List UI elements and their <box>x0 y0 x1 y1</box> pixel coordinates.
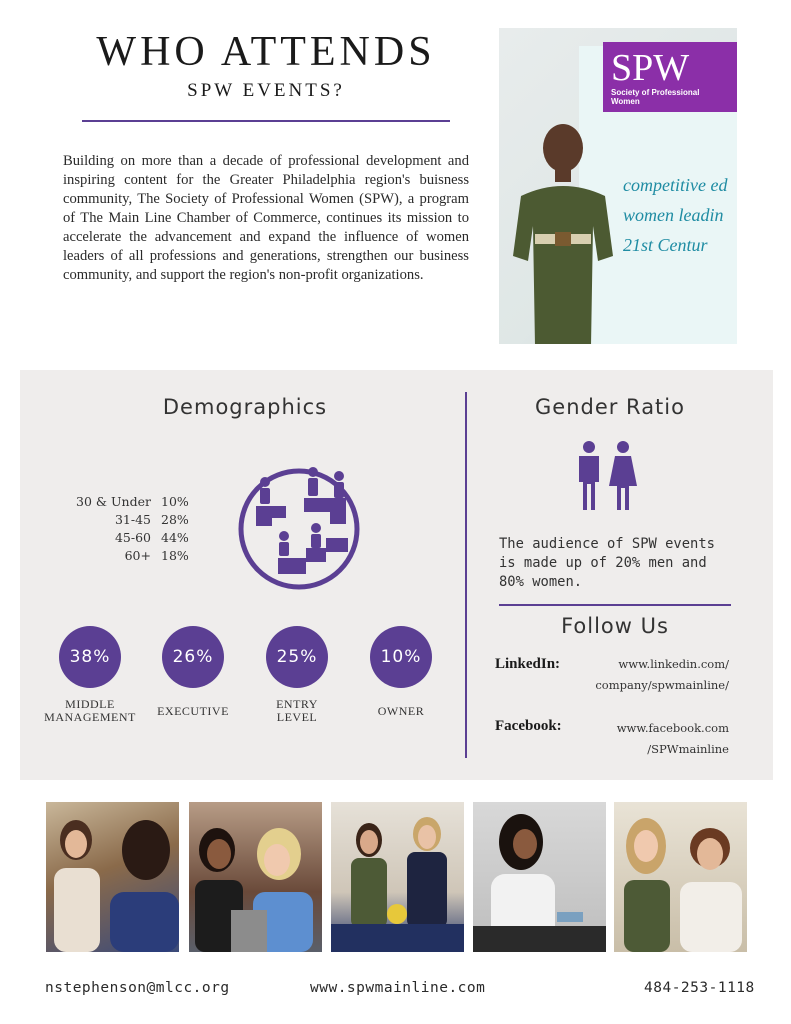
title-divider <box>82 120 450 122</box>
page-title: WHO ATTENDS <box>96 29 436 75</box>
banner-line: competitive ed <box>623 175 728 195</box>
role-stat-circle: 10% <box>370 626 432 688</box>
age-label: 45-60 <box>114 530 151 545</box>
role-label-line: LEVEL <box>276 710 318 724</box>
hero-photo <box>499 28 737 344</box>
page-subtitle: SPW EVENTS? <box>187 80 345 101</box>
role-label-line: OWNER <box>377 704 425 718</box>
event-photo <box>473 802 606 952</box>
age-value: 10% <box>161 494 189 509</box>
career-ladder-icon <box>236 466 362 592</box>
spw-logo-subtext: Society of Professional Women <box>611 88 700 106</box>
gender-ratio-title: Gender Ratio <box>535 395 685 419</box>
spw-logo-sign <box>603 42 737 112</box>
footer-email[interactable]: nstephenson@mlcc.org <box>45 980 230 996</box>
age-row <box>70 548 201 566</box>
role-label <box>35 698 145 724</box>
age-row <box>70 512 201 530</box>
role-label <box>242 698 352 724</box>
event-photo-figures <box>473 802 606 952</box>
banner-line: women leadin <box>623 205 724 225</box>
role-label-line: MIDDLE <box>65 697 115 711</box>
event-photo <box>46 802 179 952</box>
panel-divider <box>465 392 467 758</box>
facebook-url-line[interactable]: www.facebook.com <box>616 721 729 735</box>
age-row <box>70 494 201 512</box>
speaker-silhouette <box>503 106 623 344</box>
linkedin-label: LinkedIn: <box>495 656 561 672</box>
role-label-line: MANAGEMENT <box>44 710 136 724</box>
spw-logo-text: SPW <box>611 47 690 89</box>
age-label: 31-45 <box>114 512 151 527</box>
role-label <box>346 705 456 718</box>
banner-line: 21st Centur <box>623 235 708 255</box>
age-breakdown <box>70 494 201 566</box>
gender-ratio-text: The audience of SPW events is made up of 20% men and 80% women. <box>499 536 715 590</box>
event-photo <box>331 802 464 952</box>
footer-website[interactable]: www.spwmainline.com <box>310 980 486 996</box>
role-stat-circle: 26% <box>162 626 224 688</box>
facebook-url-line[interactable]: /SPWmainline <box>647 742 729 756</box>
role-label-line: ENTRY <box>276 697 318 711</box>
linkedin-url-line[interactable]: company/spwmainline/ <box>595 678 729 692</box>
event-photo-figures <box>46 802 179 952</box>
facebook-label: Facebook: <box>495 718 562 734</box>
linkedin-link[interactable] <box>595 654 729 696</box>
role-stat-circle: 25% <box>266 626 328 688</box>
age-row <box>70 530 201 548</box>
event-photo-figures <box>614 802 747 952</box>
linkedin-url-line[interactable]: www.linkedin.com/ <box>618 657 729 671</box>
facebook-link[interactable] <box>617 718 729 760</box>
follow-us-title: Follow Us <box>561 614 669 638</box>
event-photo <box>614 802 747 952</box>
event-photo <box>189 802 322 952</box>
age-value: 18% <box>161 548 189 563</box>
role-label-line: EXECUTIVE <box>157 704 229 718</box>
age-label: 60+ <box>124 548 151 563</box>
event-photo-figures <box>331 802 464 952</box>
age-value: 28% <box>161 512 189 527</box>
role-stat-circle: 38% <box>59 626 121 688</box>
banner-text <box>623 170 737 260</box>
event-photo-figures <box>189 802 322 952</box>
footer-phone[interactable]: 484-253-1118 <box>644 980 755 996</box>
follow-divider <box>499 604 731 606</box>
role-label <box>138 705 248 718</box>
intro-paragraph: Building on more than a decade of professional development and inspiring content for the Greater Philadelphia region's buisness community, The Society of Professional Women (SPW), a program of The Main Line Chamber of Commerce, continues its mission to accelerate the advancement and expand the influence of women leaders of all professions and generations, strengthen our business community, and support the region's non-profit organizations. <box>63 153 469 283</box>
age-label: 30 & Under <box>76 494 151 509</box>
demographics-title: Demographics <box>162 395 328 419</box>
man-woman-icon <box>575 440 639 512</box>
age-value: 44% <box>161 530 189 545</box>
